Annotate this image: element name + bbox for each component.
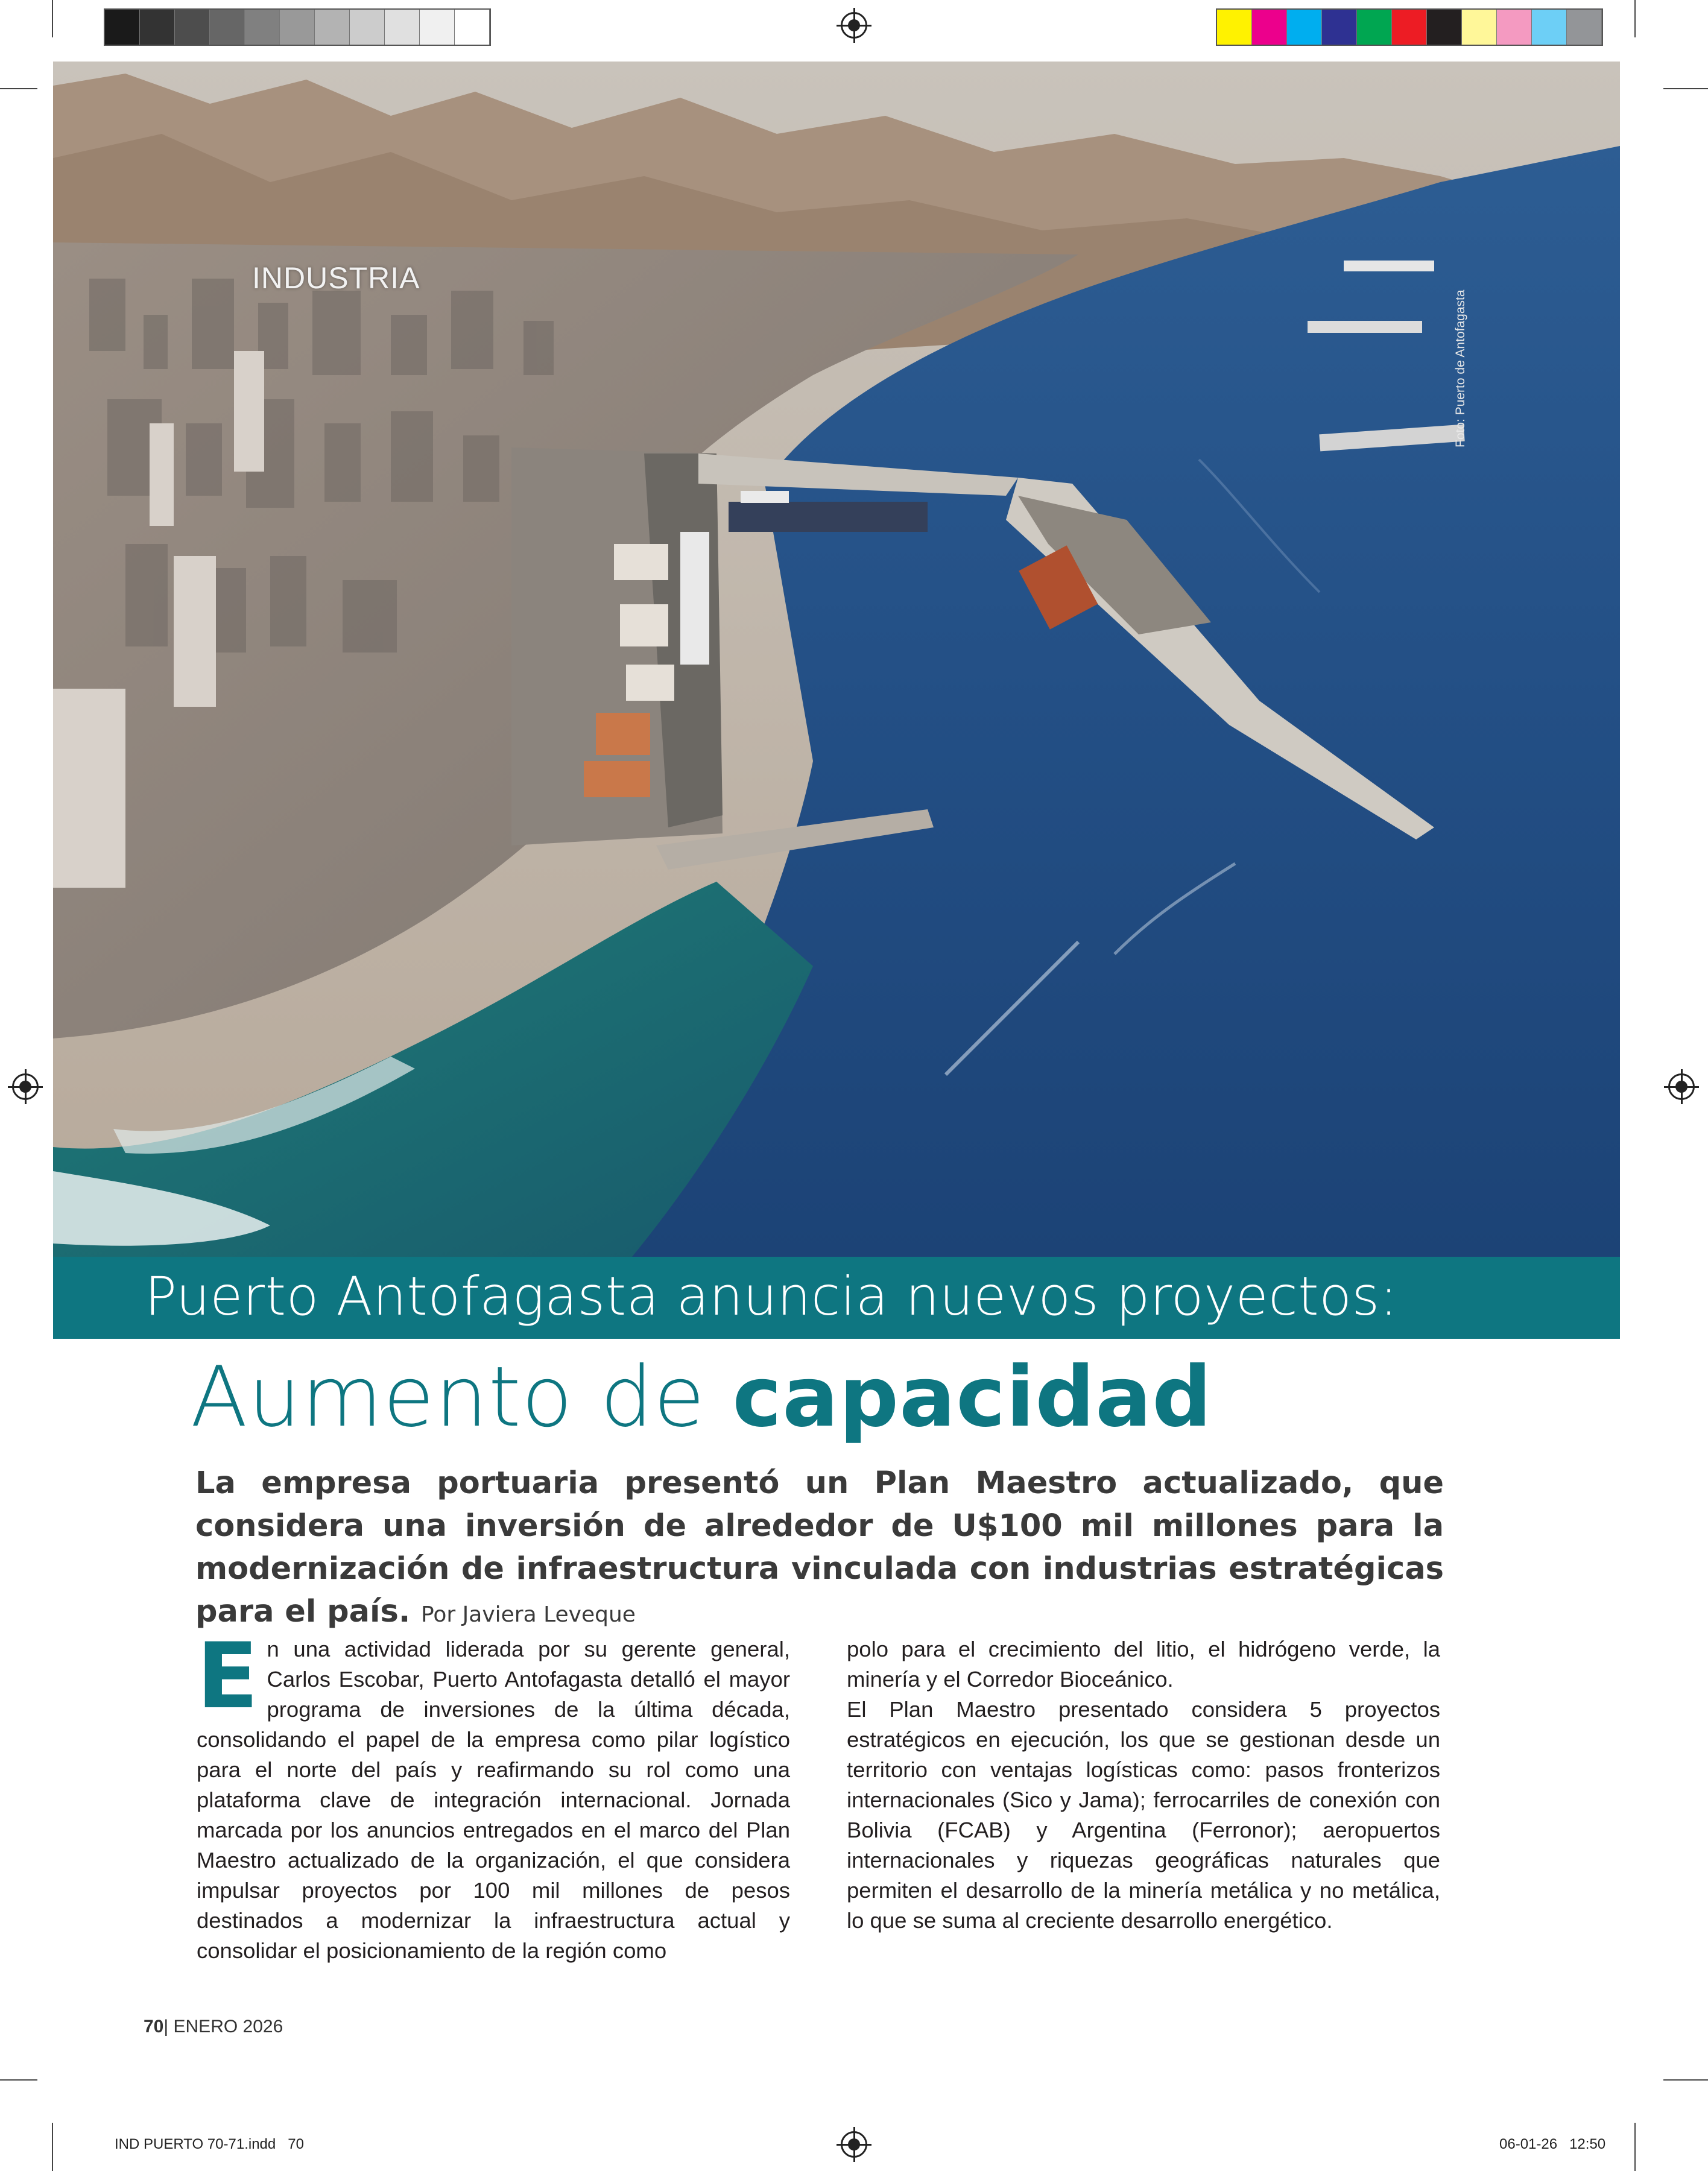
- registration-mark-bottom: [841, 2131, 867, 2158]
- process-color-swatch: [1497, 10, 1532, 45]
- body-column-left: [197, 1624, 790, 1966]
- body-paragraph: n una actividad liderada por su gerente general, Carlos Escobar, Puerto Antofagasta detalló el mayor programa de inversiones de la última década, consolidando el papel de la empresa como pilar logístico para el norte del país y reafirmando su rol como una plataforma clave de integración internacional. Jornada marcada por los anuncios entregados en el marco del Plan Maestro actualizado de la organización, el que considera impulsar proyectos por 100 mil millones de pesos destinados a modernizar la infraestructura actual y consolidar el posicionamiento de la región como: [197, 1637, 790, 1963]
- grayscale-swatch: [315, 10, 350, 45]
- grayscale-swatch: [385, 10, 420, 45]
- grayscale-swatch: [105, 10, 140, 45]
- grayscale-swatch: [280, 10, 315, 45]
- grayscale-swatch: [210, 10, 245, 45]
- drop-cap: E: [197, 1624, 259, 1729]
- crop-mark-br-h: [1663, 2079, 1708, 2081]
- registration-mark-left: [12, 1073, 39, 1100]
- grayscale-swatch: [350, 10, 385, 45]
- issue-date: | ENERO 2026: [163, 2017, 283, 2037]
- photo-credit: Foto: Puerto de Antofagasta: [1453, 289, 1467, 447]
- process-color-swatch: [1462, 10, 1497, 45]
- process-color-swatch: [1427, 10, 1462, 45]
- slug-file-name: IND PUERTO 70-71.indd 70: [115, 2136, 304, 2152]
- grayscale-color-bar: [104, 8, 491, 46]
- process-color-swatch: [1322, 10, 1357, 45]
- headline-bold: capacidad: [732, 1348, 1213, 1446]
- page-folio: [144, 2017, 283, 2037]
- grayscale-swatch: [140, 10, 175, 45]
- section-label: INDUSTRIA: [252, 261, 420, 295]
- body-column-right: [847, 1634, 1440, 1936]
- process-color-swatch: [1217, 10, 1252, 45]
- process-color-swatch: [1252, 10, 1287, 45]
- article-kicker: Puerto Antofagasta anuncia nuevos proyectos:: [145, 1265, 1398, 1327]
- crop-mark-br-v: [1634, 2123, 1636, 2171]
- process-color-swatch: [1532, 10, 1567, 45]
- crop-mark-tl-h: [0, 88, 37, 89]
- article-deck: [195, 1462, 1444, 1636]
- hero-photo-port-aerial: [53, 62, 1620, 1257]
- registration-mark-top: [841, 12, 867, 39]
- process-color-swatch: [1287, 10, 1322, 45]
- slug-timestamp: 06-01-26 12:50: [1499, 2136, 1606, 2152]
- crop-mark-tr-h: [1663, 88, 1708, 89]
- process-color-swatch: [1392, 10, 1427, 45]
- deck-text: La empresa portuaria presentó un Plan Maestro actualizado, que considera una inversión de alrededor de U$100 mil millones para la modernización de infraestructura vinculada con industrias estratégicas para el país.: [195, 1465, 1444, 1629]
- grayscale-swatch: [455, 10, 490, 45]
- crop-mark-tr-v: [1634, 0, 1636, 37]
- grayscale-swatch: [175, 10, 210, 45]
- process-color-bar: [1216, 8, 1603, 46]
- crop-mark-bl-h: [0, 2079, 37, 2081]
- process-color-swatch: [1357, 10, 1392, 45]
- article-headline: [191, 1348, 1212, 1446]
- crop-mark-bl-v: [52, 2123, 53, 2171]
- body-paragraph: polo para el crecimiento del litio, el hidrógeno verde, la minería y el Corredor Bioceánico.: [847, 1637, 1440, 1692]
- registration-mark-right: [1668, 1073, 1695, 1100]
- byline: Por Javiera Leveque: [420, 1602, 636, 1627]
- process-color-swatch: [1567, 10, 1602, 45]
- grayscale-swatch: [420, 10, 455, 45]
- headline-light: Aumento de: [191, 1348, 733, 1446]
- port-aerial-illustration: [53, 62, 1620, 1257]
- grayscale-swatch: [245, 10, 280, 45]
- crop-mark-tl-v: [52, 0, 53, 37]
- body-paragraph: El Plan Maestro presentado considera 5 proyectos estratégicos en ejecución, los que se gestionan desde un territorio con ventajas logísticas como: pasos fronterizos internacionales (Sico y Jama); ferrocarriles de conexión con Bolivia (FCAB) y Argentina (Ferronor); aeropuertos internacionales y riquezas geográficas naturales que permiten el desarrollo de la minería metálica y no metálica, lo que se suma al creciente desarrollo energético.: [847, 1697, 1440, 1933]
- page-number: 70: [144, 2017, 164, 2037]
